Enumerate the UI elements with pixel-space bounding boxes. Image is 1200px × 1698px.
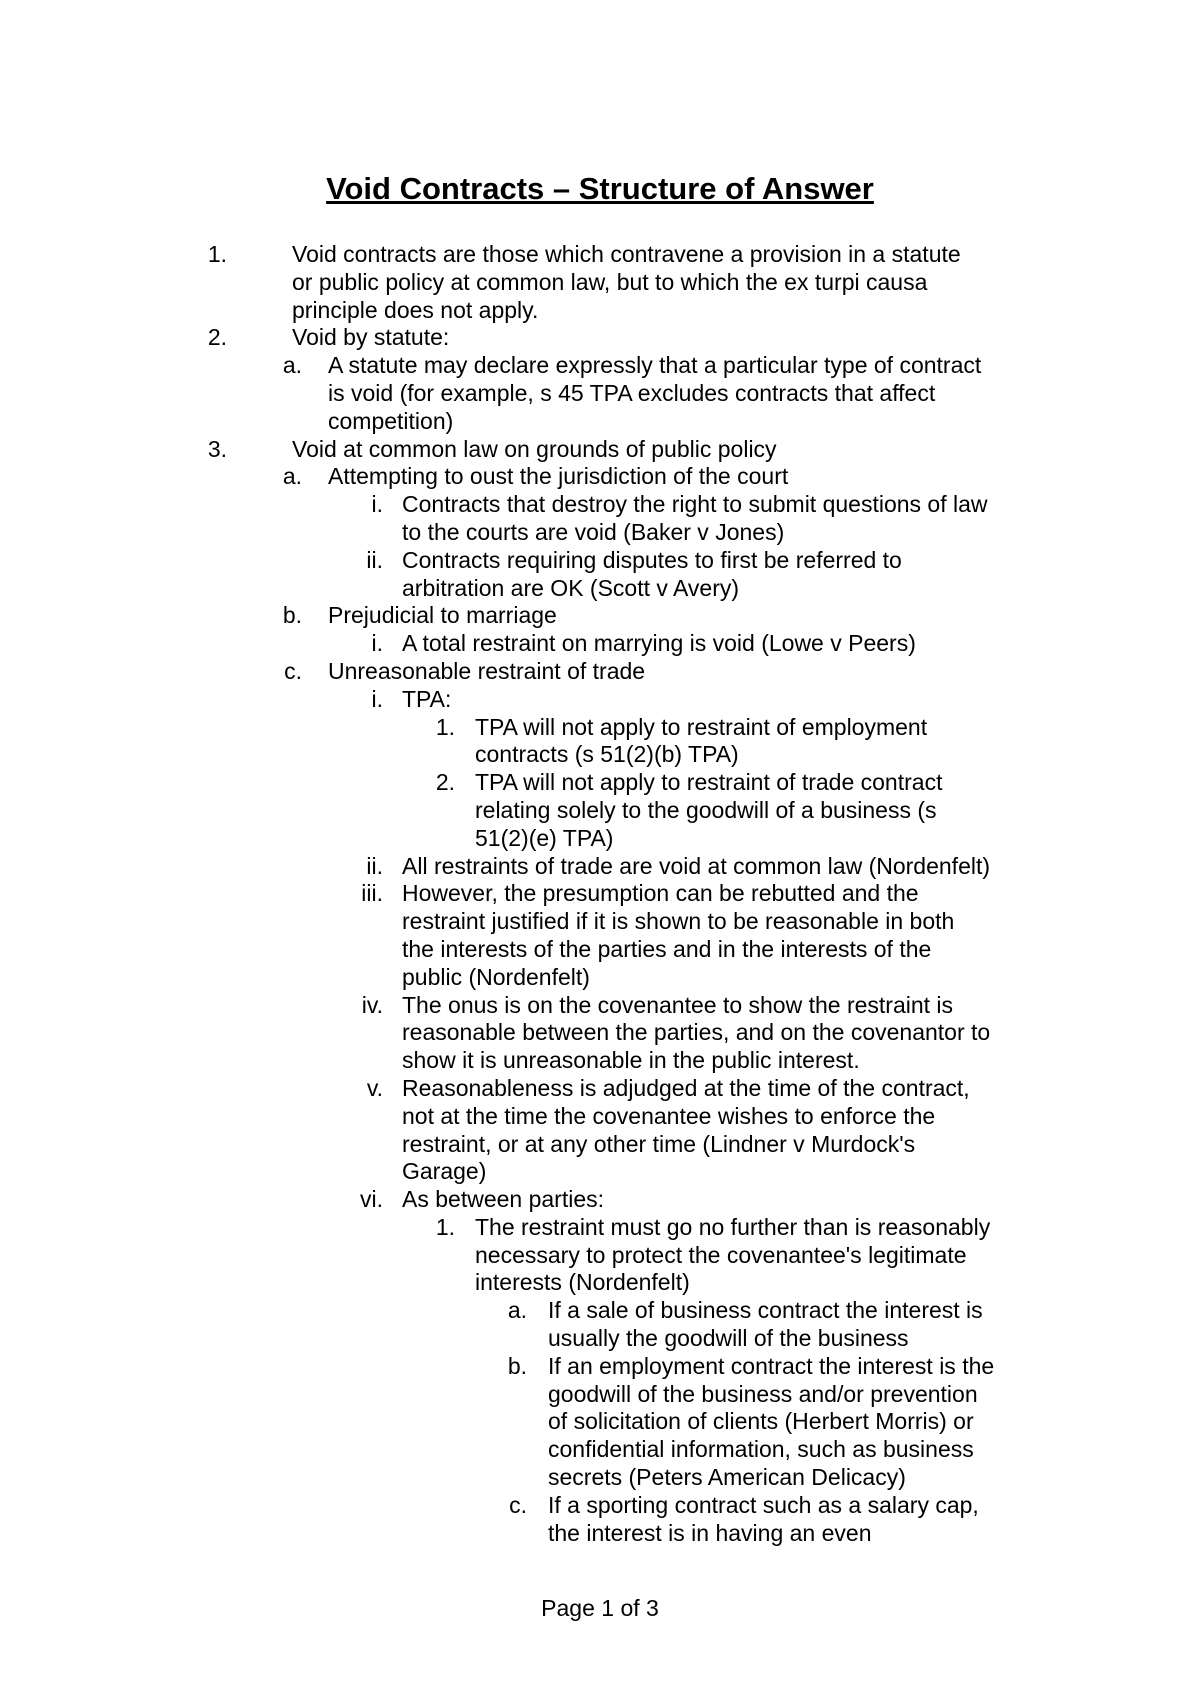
outline-item-text: A total restraint on marrying is void (Lowe v Peers) (402, 630, 916, 657)
outline-item-marker: a. (282, 352, 302, 379)
outline-item-continuation: reasonable between the parties, and on the covenantor to (402, 1019, 991, 1046)
outline-item (0, 491, 1200, 547)
outline-item-marker: ii. (366, 852, 383, 879)
outline-item-continuation: secrets (Peters American Delicacy) (548, 1464, 906, 1491)
outline-item-continuation: or public policy at common law, but to which the ex turpi causa (292, 268, 928, 295)
outline-item-continuation: competition) (328, 407, 454, 434)
document-title: Void Contracts – Structure of Answer (326, 171, 874, 206)
outline-item-continuation: confidential information, such as business (548, 1436, 974, 1463)
outline-item (0, 769, 1200, 852)
outline-item-text: The restraint must go no further than is reasonably (475, 1213, 991, 1240)
outline-item-marker: 1. (435, 713, 455, 740)
outline-item-marker: a. (507, 1297, 527, 1324)
outline-item-marker: a. (282, 463, 302, 490)
outline-item-marker: b. (507, 1352, 527, 1379)
outline-item-text: TPA will not apply to restraint of employment (475, 713, 928, 740)
outline-item-continuation: public (Nordenfelt) (402, 963, 590, 990)
outline-list (0, 241, 1200, 1547)
outline-item-continuation: the interests of the parties and in the interests of the (402, 935, 932, 962)
outline-item-continuation: usually the goodwill of the business (548, 1325, 909, 1352)
outline-item-continuation: contracts (s 51(2)(b) TPA) (475, 741, 739, 768)
outline-item-continuation: is void (for example, s 45 TPA excludes contracts that affect (328, 379, 936, 406)
outline-item-marker: i. (371, 685, 383, 712)
outline-item-marker: vi. (360, 1186, 383, 1213)
outline-item-continuation: to the courts are void (Baker v Jones) (402, 518, 785, 545)
outline-item-text: The onus is on the covenantee to show the restraint is (402, 991, 954, 1018)
outline-item (0, 1214, 1200, 1297)
outline-item-text: Void contracts are those which contravene a provision in a statute (292, 241, 961, 267)
outline-item-text: Attempting to oust the jurisdiction of the court (328, 463, 789, 490)
outline-item (0, 630, 1200, 658)
outline-item-marker: ii. (366, 546, 383, 573)
outline-item-continuation: restraint, or at any other time (Lindner v Murdock's (402, 1130, 916, 1157)
outline-item-continuation: relating solely to the goodwill of a business (s (475, 796, 937, 823)
outline-item-continuation: of solicitation of clients (Herbert Morris) or (548, 1408, 974, 1435)
outline-item (0, 1075, 1200, 1186)
outline-item (0, 1353, 1200, 1492)
outline-item-text: Unreasonable restraint of trade (328, 657, 646, 684)
outline-item-text: Prejudicial to marriage (328, 602, 557, 629)
outline-item-text: Void by statute: (292, 324, 450, 351)
outline-item (0, 463, 1200, 491)
outline-item-continuation: goodwill of the business and/or prevention (548, 1380, 978, 1407)
outline-item-text: However, the presumption can be rebutted and the (402, 880, 919, 907)
outline-item (0, 686, 1200, 714)
outline-item-continuation: not at the time the covenantee wishes to enforce the (402, 1102, 936, 1129)
outline-item (0, 714, 1200, 770)
outline-item-marker: iii. (361, 880, 383, 907)
outline-item (0, 853, 1200, 881)
outline-item-continuation: arbitration are OK (Scott v Avery) (402, 574, 740, 601)
outline-item (0, 241, 1200, 324)
outline-item (0, 324, 1200, 352)
outline-item-marker: 1. (435, 1213, 455, 1240)
outline-item-continuation: interests (Nordenfelt) (475, 1269, 690, 1296)
outline-item (0, 992, 1200, 1075)
outline-item-continuation: restraint justified if it is shown to be reasonable in both (402, 908, 955, 935)
outline-item-text: Void at common law on grounds of public policy (292, 435, 777, 462)
outline-item-continuation: the interest is in having an even (548, 1519, 872, 1546)
page-number: Page 1 of 3 (541, 1595, 659, 1621)
outline-item-marker: 3. (207, 435, 227, 462)
outline-item-text: All restraints of trade are void at common law (Nordenfelt) (402, 852, 991, 879)
outline-item-text: TPA: (402, 685, 452, 712)
outline-item-marker: iv. (361, 991, 383, 1018)
outline-item-text: As between parties: (402, 1186, 605, 1213)
outline-item-continuation: Garage) (402, 1158, 487, 1185)
outline-item-text: If a sale of business contract the interest is (548, 1297, 983, 1324)
outline-item-continuation: show it is unreasonable in the public interest. (402, 1047, 860, 1074)
outline-item (0, 602, 1200, 630)
outline-item-marker: 2. (207, 324, 227, 351)
outline-item (0, 1186, 1200, 1214)
outline-item-marker: v. (366, 1074, 383, 1101)
outline-item-text: If a sporting contract such as a salary cap, (548, 1491, 979, 1518)
outline-item (0, 1297, 1200, 1353)
outline-item-marker: i. (371, 491, 383, 518)
outline-item (0, 436, 1200, 464)
outline-item-text: Contracts that destroy the right to submit questions of law (402, 491, 988, 518)
outline-item (0, 658, 1200, 686)
outline-item-text: Contracts requiring disputes to first be referred to (402, 546, 902, 573)
outline-item-text: TPA will not apply to restraint of trade contract (475, 769, 943, 796)
outline-item-continuation: necessary to protect the covenantee's legitimate (475, 1241, 967, 1268)
outline-item-marker: c. (284, 657, 302, 684)
outline-item (0, 547, 1200, 603)
outline-item-marker: b. (282, 602, 302, 629)
outline-item (0, 352, 1200, 435)
outline-item-marker: 2. (435, 769, 455, 796)
outline-item-text: If an employment contract the interest is the (548, 1352, 995, 1379)
outline-item (0, 880, 1200, 991)
outline-item-text: Reasonableness is adjudged at the time of the contract, (402, 1074, 970, 1101)
outline-item-marker: i. (371, 630, 383, 657)
outline-item-continuation: 51(2)(e) TPA) (475, 824, 614, 851)
outline-item-text: A statute may declare expressly that a particular type of contract (328, 352, 982, 379)
outline-item-marker: 1. (207, 241, 227, 267)
outline-item (0, 1492, 1200, 1548)
outline-item-continuation: principle does not apply. (292, 296, 539, 323)
outline-item-marker: c. (509, 1491, 527, 1518)
